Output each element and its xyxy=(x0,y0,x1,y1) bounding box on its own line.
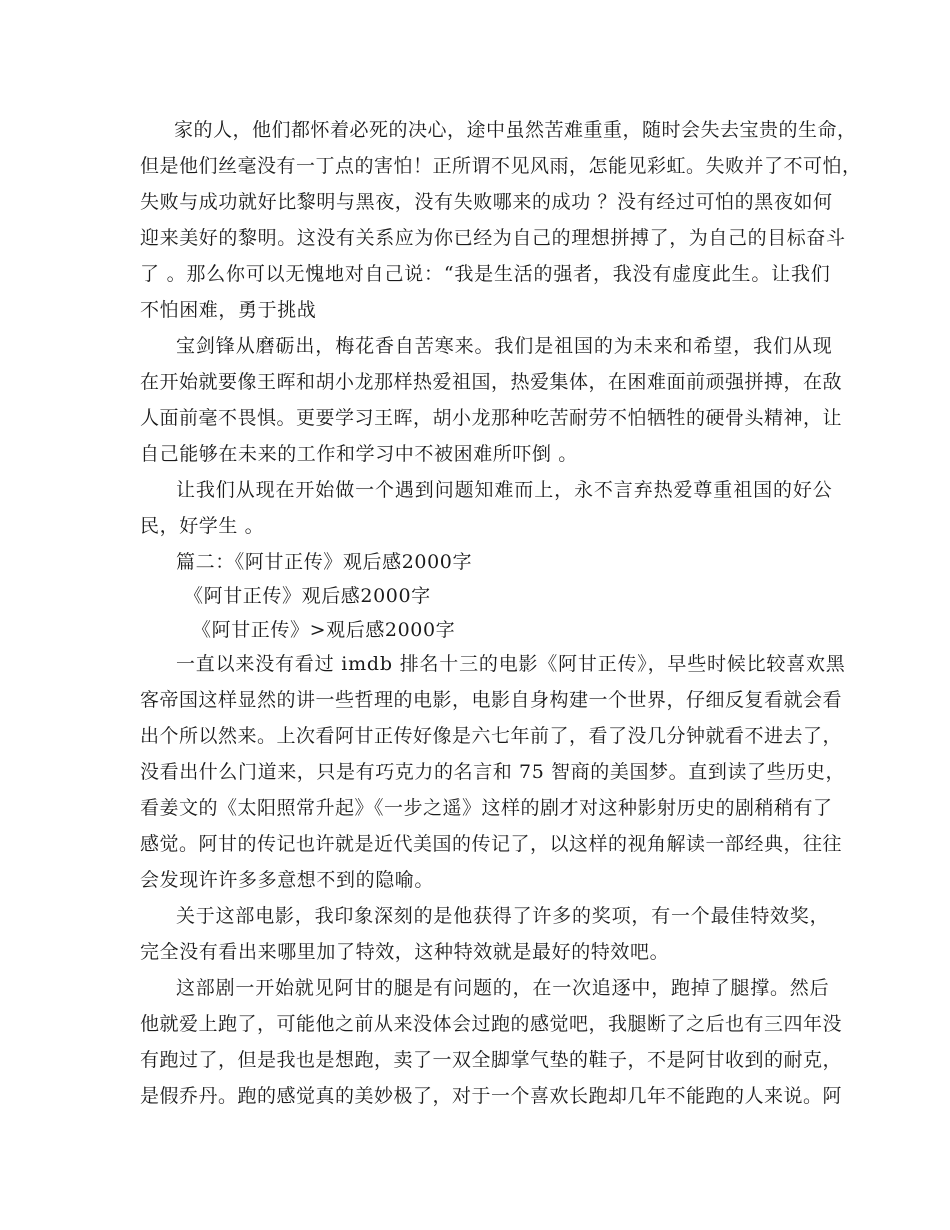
text-line: 看姜文的《太阳照常升起》《一步之遥》这样的剧才对这种影射历史的剧稍稍有了 xyxy=(140,797,833,819)
text-line: 家的人，他们都怀着必死的决心，途中虽然苦难重重，随时会失去宝贵的生命， xyxy=(174,119,857,141)
text-line: 迎来美好的黎明。这没有关系应为你已经为自己的理想拼搏了，为自己的目标奋斗 xyxy=(140,227,846,249)
text-line: 客帝国这样显然的讲一些哲理的电影，电影自身构建一个世界，仔细反复看就会看 xyxy=(140,689,843,711)
text-line: 自己能够在未来的工作和学习中不被困难所吓倒 。 xyxy=(140,443,578,465)
text-line: 在开始就要像王晖和胡小龙那样热爱祖国，热爱集体，在困难面前顽强拼搏，在敌 xyxy=(140,371,843,393)
section-subheading: 《阿甘正传》>观后感2000字 xyxy=(192,619,456,641)
section-subheading: 《阿甘正传》观后感2000字 xyxy=(184,585,431,607)
text-line: 这部剧一开始就见阿甘的腿是有问题的，在一次追逐中，跑掉了腿撑。然后 xyxy=(176,977,830,999)
text-line: 民，好学生 。 xyxy=(140,515,265,537)
text-line: 感觉。阿甘的传记也许就是近代美国的传记了，以这样的视角解读一部经典，往往 xyxy=(140,833,843,855)
text-line: 没看出什么门道来，只是有巧克力的名言和 75 智商的美国梦。直到读了些历史， xyxy=(140,761,846,783)
text-line: 但是他们丝毫没有一丁点的害怕！正所谓不见风雨，怎能见彩虹。失败并了不可怕， xyxy=(140,155,862,177)
text-line: 关于这部电影，我印象深刻的是他获得了许多的奖项，有一个最佳特效奖， xyxy=(176,905,830,927)
text-line: 失败与成功就好比黎明与黑夜，没有失败哪来的成功 ？没有经过可怕的黑夜如何 xyxy=(140,191,833,213)
text-line: 人面前毫不畏惧。更要学习王晖，胡小龙那种吃苦耐劳不怕牺牲的硬骨头精神，让 xyxy=(140,407,843,429)
section-heading: 篇二：《阿甘正传》观后感2000字 xyxy=(176,551,473,573)
text-line: 了 。那么你可以无愧地对自己说：“我是生活的强者，我没有虚度此生。让我们 xyxy=(140,263,831,285)
text-line: 让我们从现在开始做一个遇到问题知难而上，永不言弃热爱尊重祖国的好公 xyxy=(176,479,833,501)
text-line: 不怕困难，勇于挑战 xyxy=(140,299,317,321)
text-line: 一直以来没有看过 imdb 排名十三的电影《阿甘正传》，早些时候比较喜欢黑 xyxy=(176,653,846,675)
text-line: 宝剑锋从磨砺出，梅花香自苦寒来。我们是祖国的为未来和希望，我们从现 xyxy=(176,335,833,357)
text-line: 他就爱上跑了，可能他之前从来没体会过跑的感觉吧，我腿断了之后也有三四年没 xyxy=(140,1013,843,1035)
text-line: 有跑过了，但是我也是想跑，卖了一双全脚掌气垫的鞋子，不是阿甘收到的耐克， xyxy=(140,1049,843,1071)
text-line: 是假乔丹。跑的感觉真的美妙极了，对于一个喜欢长跑却几年不能跑的人来说。阿 xyxy=(140,1085,843,1107)
text-line: 出个所以然来。上次看阿甘正传好像是六七年前了，看了没几分钟就看不进去了， xyxy=(140,725,843,747)
text-line: 会发现许许多多意想不到的隐喻。 xyxy=(140,869,435,891)
text-line: 完全没有看出来哪里加了特效，这种特效就是最好的特效吧。 xyxy=(140,941,670,963)
